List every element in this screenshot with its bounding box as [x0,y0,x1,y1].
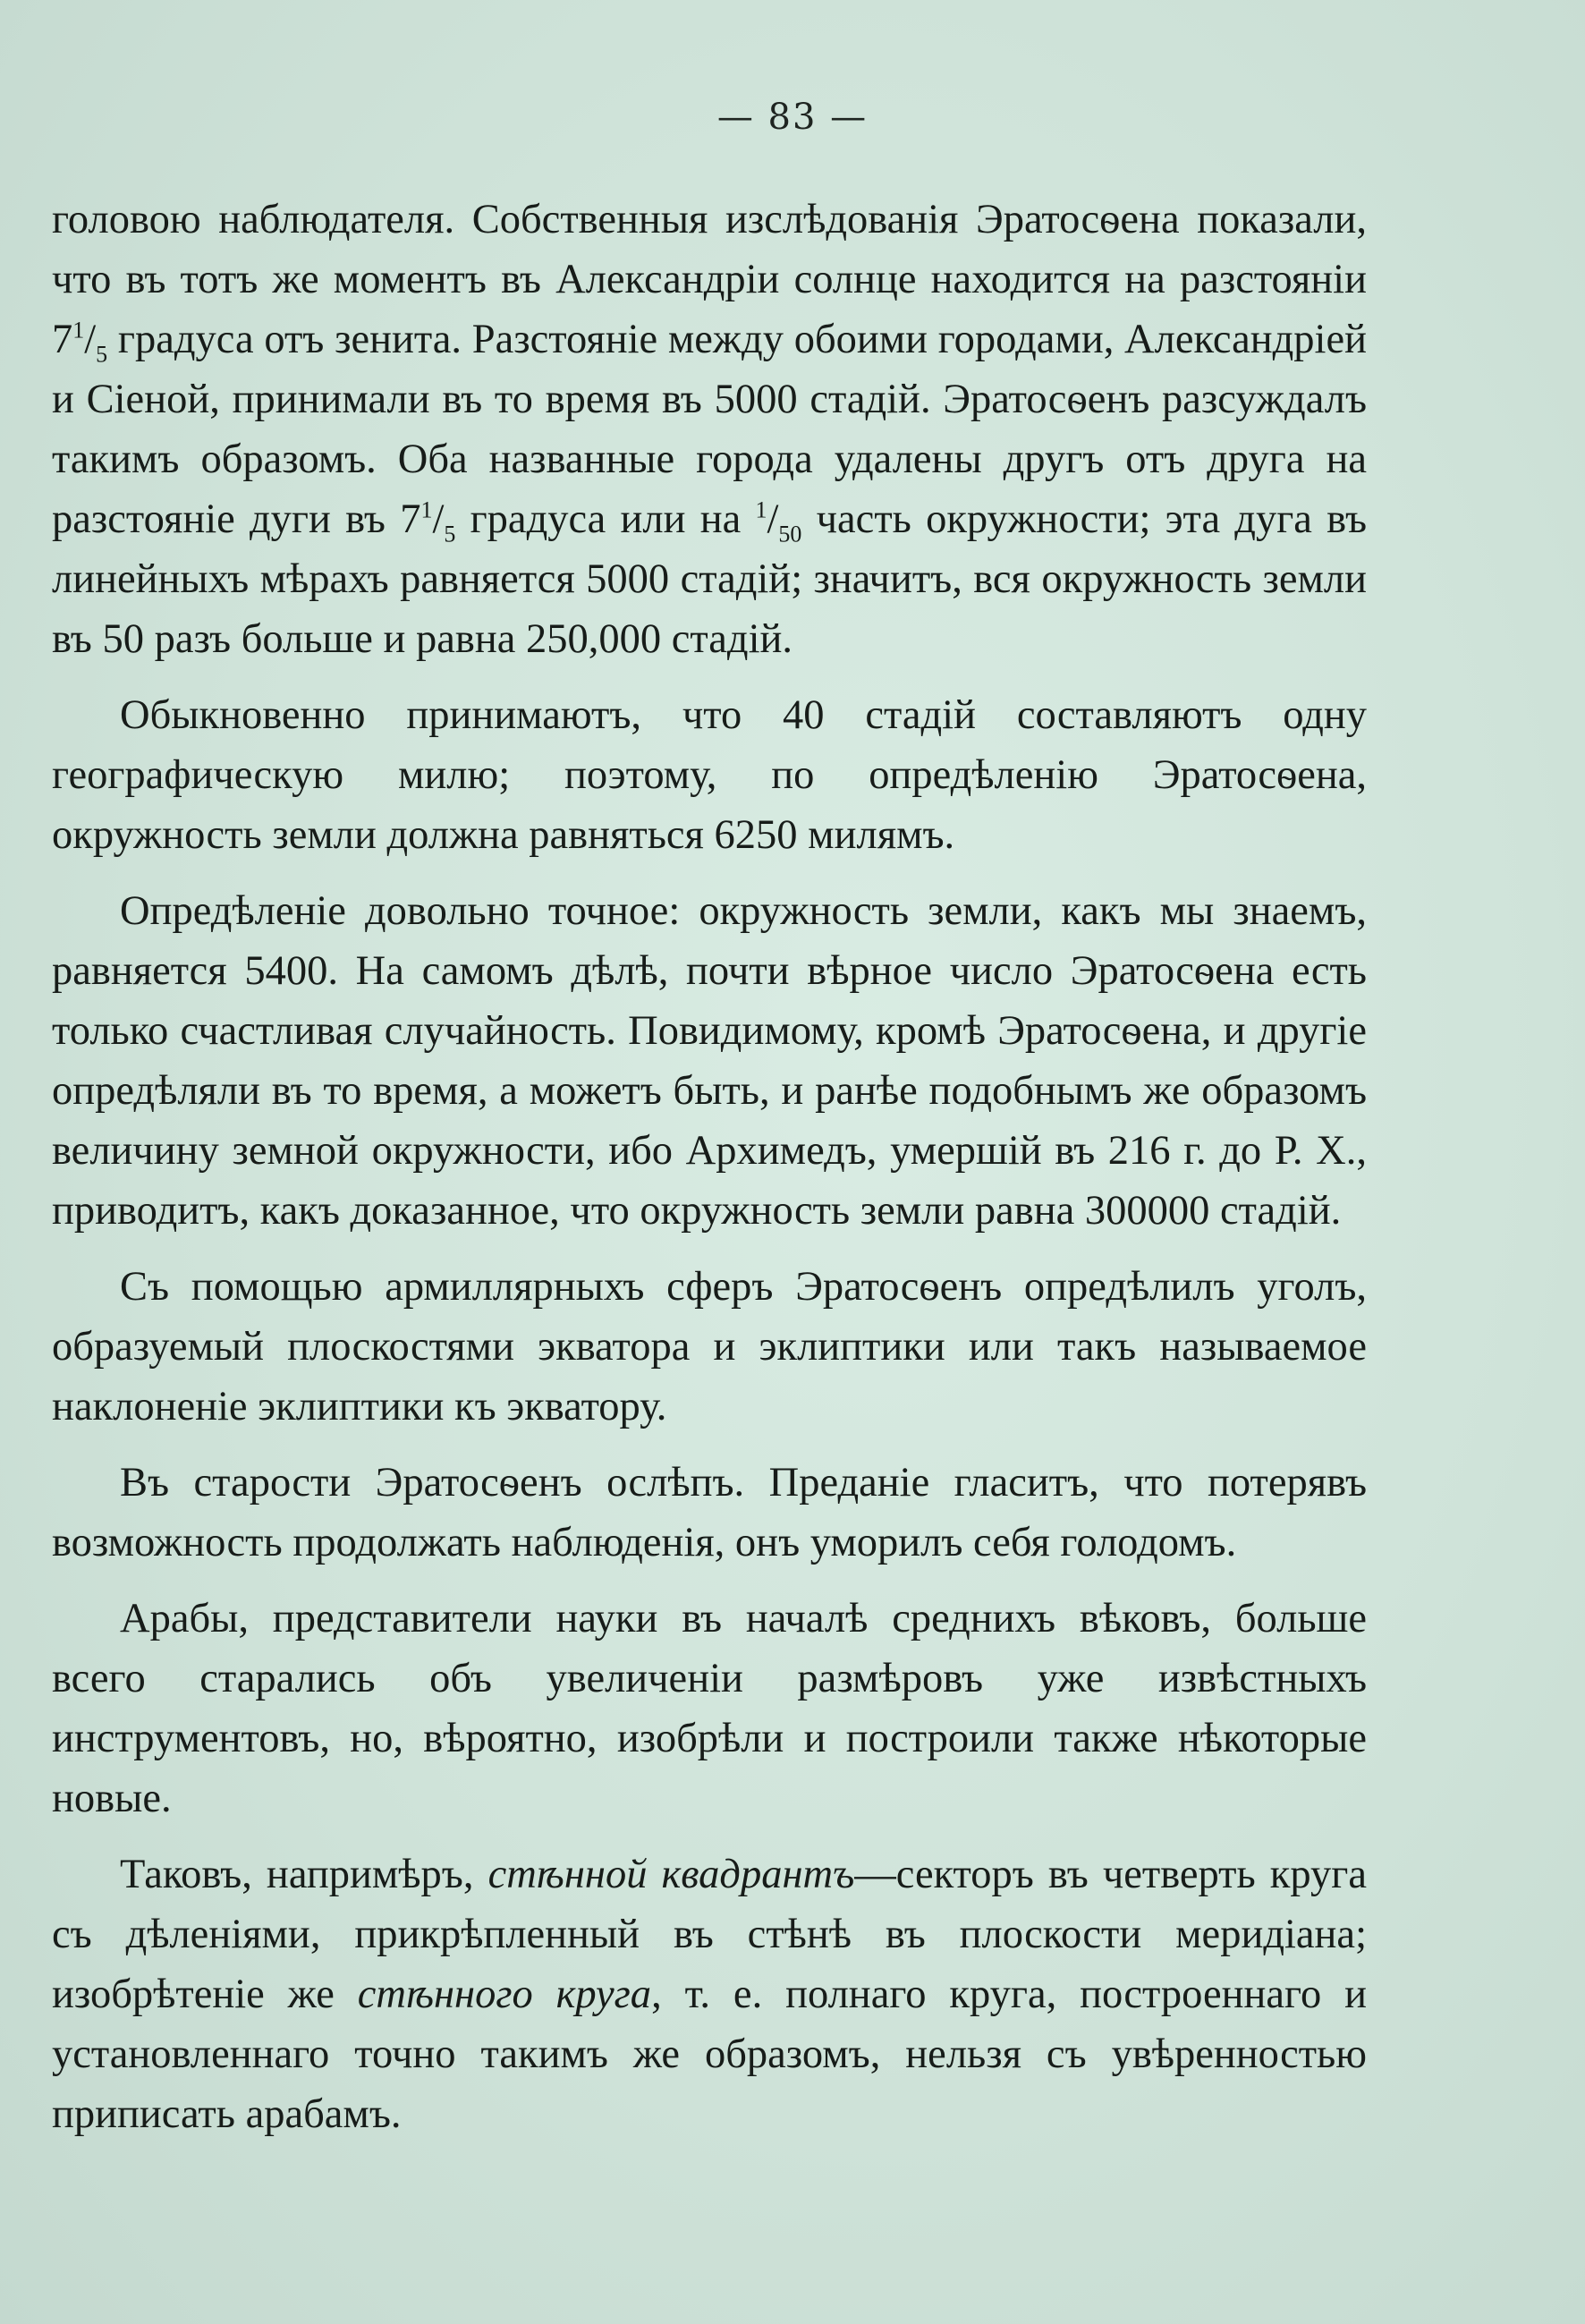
fraction-denominator: 5 [444,521,456,547]
fraction-numerator: 1 [420,496,433,523]
paragraph [52,1453,1367,1573]
text-run: головою наблюдателя. Собственныя изслѣдованія Эратосѳена показали, что въ тотъ же моментъ въ Александріи солнце находится на разстояніи 7 [52,197,1367,362]
page-number: — 83 — [716,97,869,138]
text-run: Въ старости Эратосѳенъ ослѣпъ. Преданіе гласитъ, что потерявъ возможность продолжать наблюденія, онъ уморилъ себя голодомъ. [52,1460,1367,1565]
fraction-denominator: 5 [96,341,108,368]
paragraph [52,1257,1367,1437]
text-run: Обыкновенно принимаютъ, что 40 стадій составляютъ одну географическую милю; поэтому, по опредѣленію Эратосѳена, окружность земли должна равняться 6250 милямъ. [52,692,1367,858]
text-run: градуса отъ зенита. Разстояніе между обоими городами, Александріей и Сіеной, принимали въ то время въ 5000 стадій. Эратосѳенъ разсуждалъ такимъ образомъ. Оба названные города удалены другъ отъ друга на разстояніе дуги въ 7 [52,317,1367,542]
text-run: —секторъ въ четверть круга съ дѣленіями, прикрѣпленный въ стѣнѣ въ плоскости меридіана; изобрѣтеніе же [52,1852,1367,2017]
text-run: Таковъ, напримѣръ, [120,1852,488,1897]
fraction-numerator: 1 [72,317,85,344]
text-run: Арабы, представители науки въ началѣ среднихъ вѣковъ, больше всего старались объ увеличеніи размѣровъ уже извѣстныхъ инструментовъ, но, вѣроятно, изобрѣли и построили также нѣкоторые новые. [52,1596,1367,1821]
paragraph [52,1845,1367,2144]
fraction-numerator: 1 [755,496,767,523]
body-text [52,190,1367,2144]
paragraph [52,1589,1367,1828]
italic-term: стѣнного круга [357,1972,652,2017]
text-run: / [432,496,445,542]
text-run: Опредѣленіе довольно точное: окружность земли, какъ мы знаемъ, равняется 5400. На самомъ дѣлѣ, почти вѣрное число Эратосѳена есть только счастливая случайность. Повидимому, кромѣ Эратосѳена, и другіе опредѣляли въ то время, а можетъ быть, и ранѣе подобнымъ же образомъ величину земной окружности, ибо Архимедъ, умершій въ 216 г. до Р. Х., приводитъ, какъ доказанное, что окружность земли равна 300000 стадій. [52,888,1367,1234]
text-run: часть окружности; эта дуга въ линейныхъ мѣрахъ равняется 5000 стадій; значитъ, вся окружность земли въ 50 разъ больше и равна 250,000 стадій. [52,496,1367,662]
text-run: Съ помощью армиллярныхъ сферъ Эратосѳенъ опредѣлилъ уголъ, образуемый плоскостями экватора и эклиптики или такъ называемое наклоненіе эклиптики къ экватору. [52,1264,1367,1429]
paragraph [52,685,1367,865]
italic-term: стѣнной квадрантъ [487,1852,855,1897]
text-run: градуса или на [455,496,756,542]
paragraph [52,190,1367,669]
fraction-denominator: 50 [778,521,802,547]
text-run: , т. е. полнаго круга, построеннаго и установленнаго точно такимъ же образомъ, нельзя съ увѣренностью приписать арабамъ. [52,1972,1367,2137]
text-run: / [84,317,97,362]
paragraph [52,881,1367,1241]
text-run: / [767,496,779,542]
